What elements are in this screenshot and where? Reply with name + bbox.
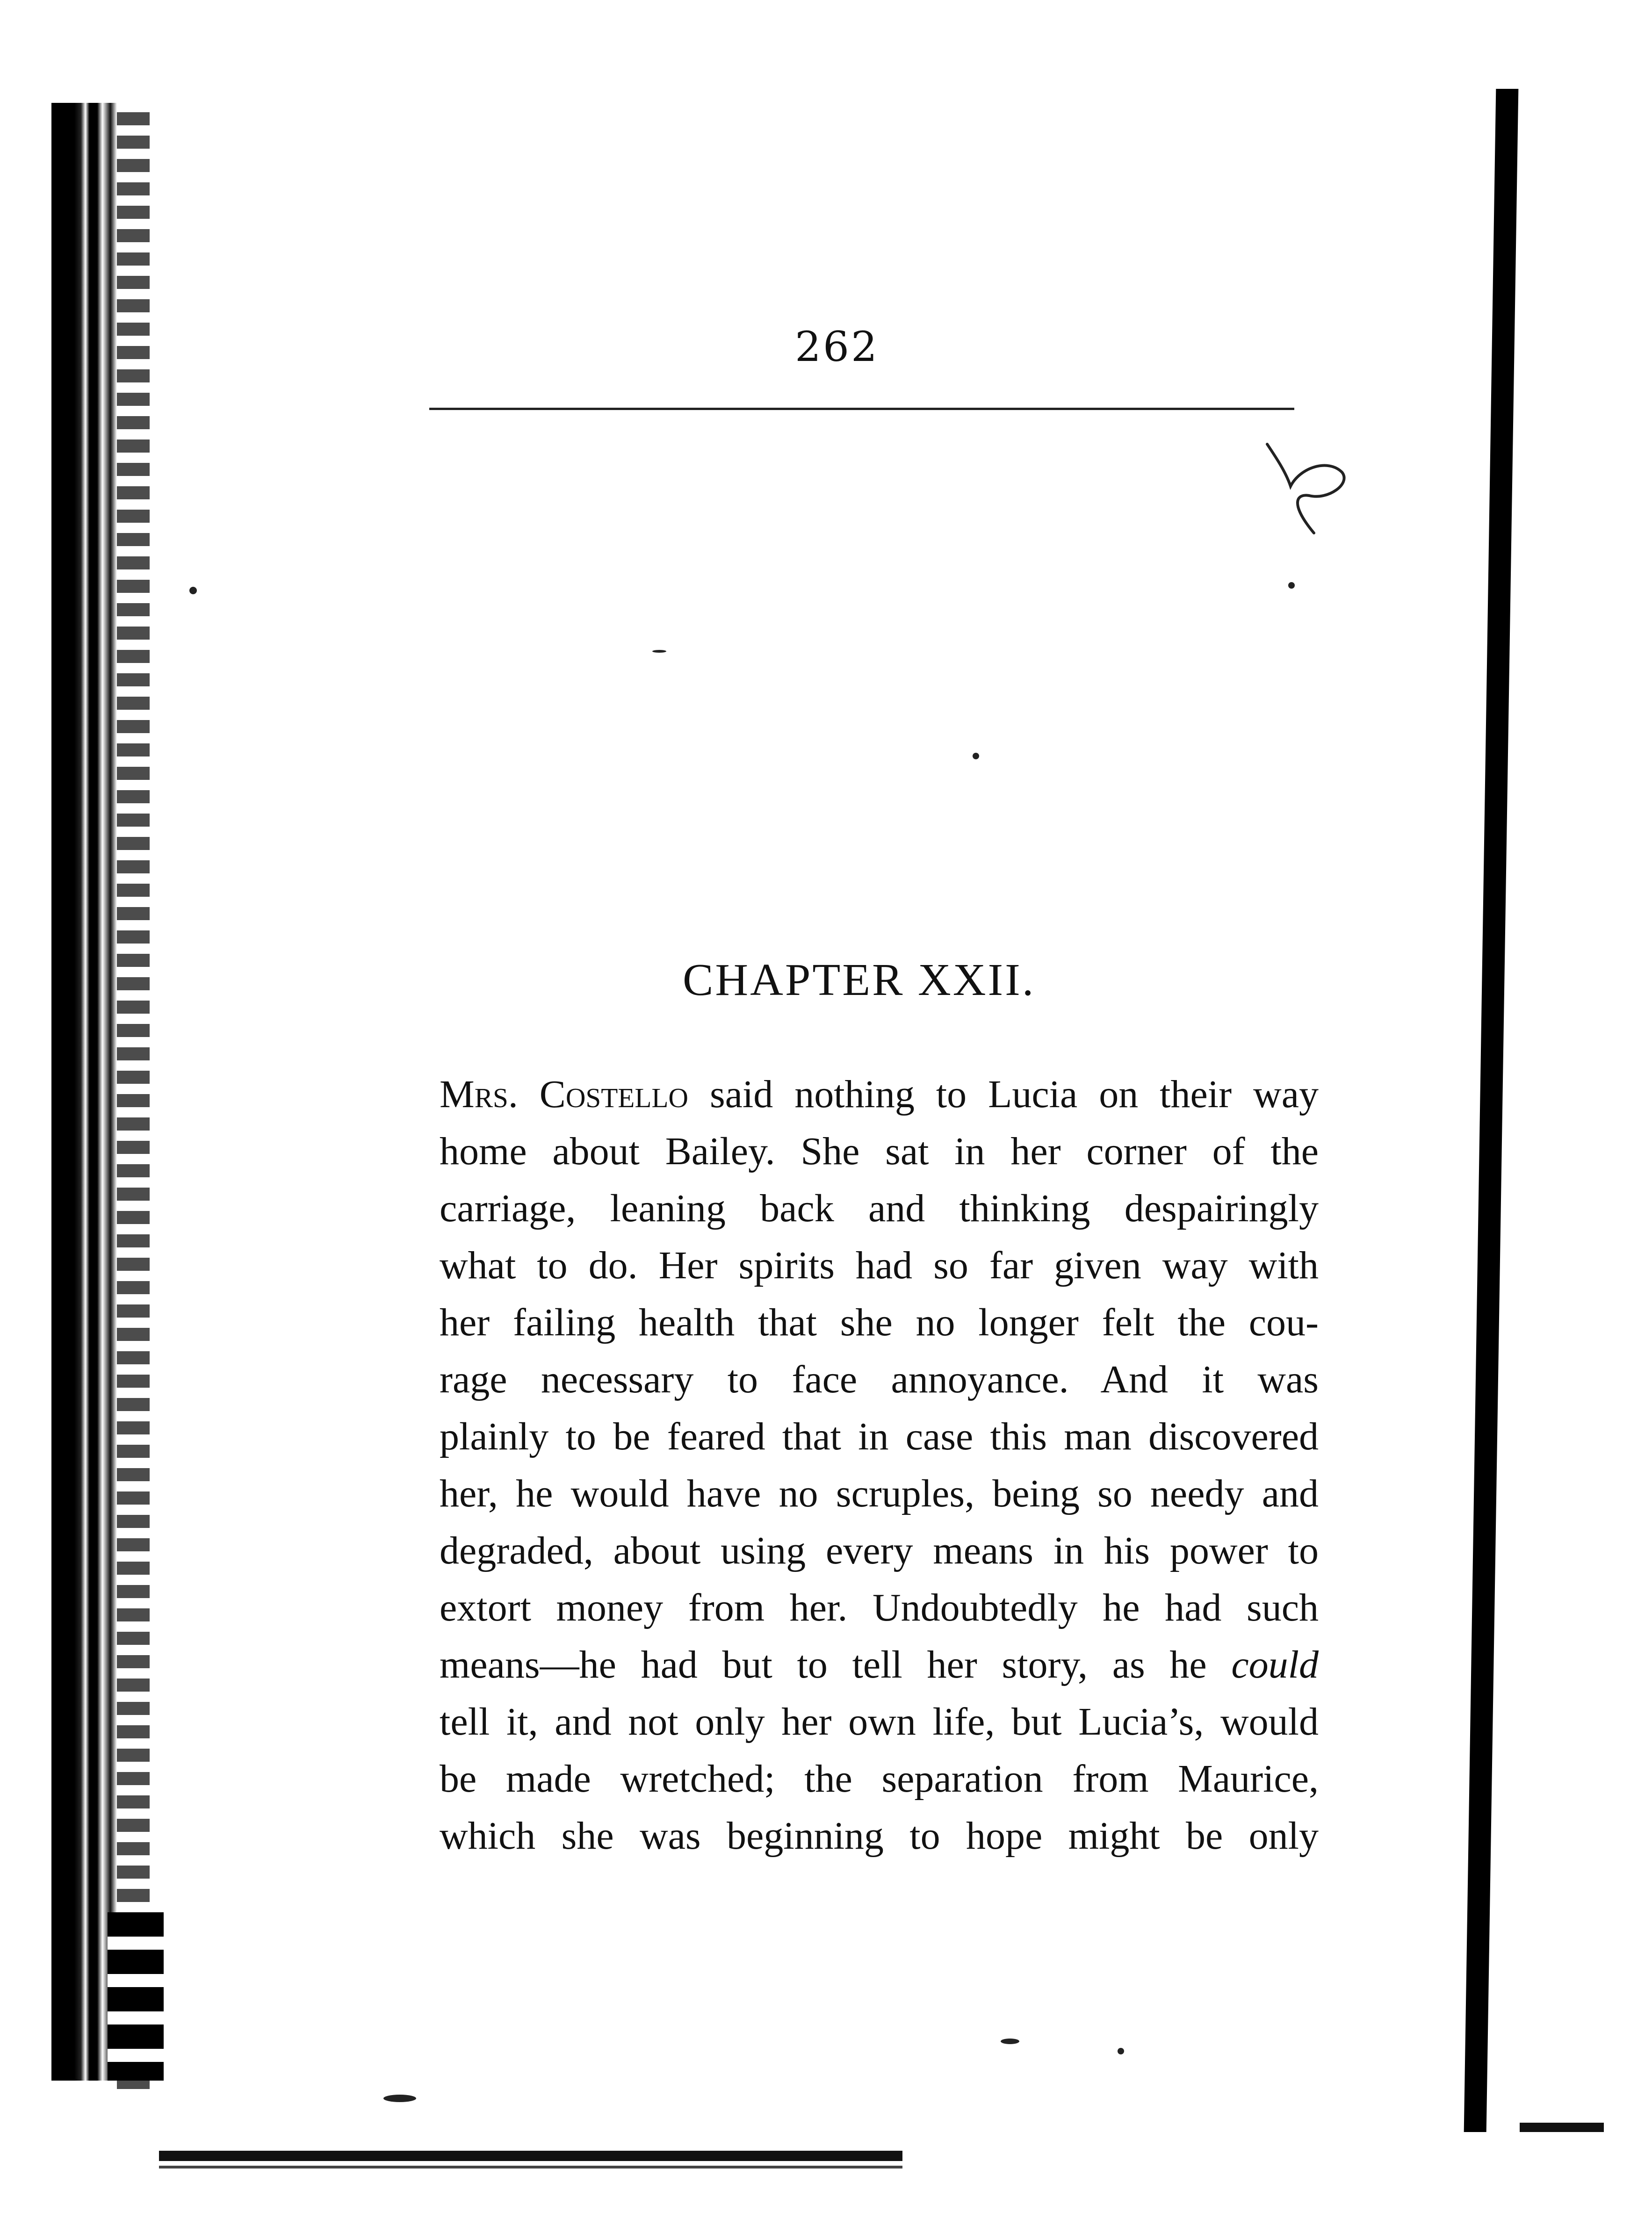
line-text: said nothing to Lucia on their way: [688, 1073, 1319, 1116]
body-line: rage necessary to face annoyance. And it was: [440, 1358, 1319, 1401]
body-line: degraded, about using every means in his power to: [440, 1529, 1319, 1572]
scan-bottom-line-thin: [159, 2166, 902, 2169]
scan-bottom-line: [159, 2151, 902, 2161]
speck: [1118, 2048, 1124, 2054]
body-line: [440, 1066, 1319, 1123]
body-line: be made wretched; the separation from Maurice,: [440, 1757, 1319, 1801]
speck: [652, 650, 666, 653]
body-line: carriage, leaning back and thinking despairingly: [440, 1187, 1319, 1230]
chapter-title: CHAPTER XXII.: [683, 955, 1036, 1005]
speck: [189, 587, 197, 594]
body-line: extort money from her. Undoubtedly he had such: [440, 1586, 1319, 1629]
body-line: plainly to be feared that in case this man discovered: [440, 1415, 1319, 1458]
header-rule: [429, 408, 1294, 410]
speck: [973, 753, 979, 759]
line-text: means—he had but to tell her story, as he: [440, 1643, 1232, 1686]
body-line: her, he would have no scruples, being so needy and: [440, 1472, 1319, 1515]
speck: [383, 2095, 416, 2102]
speck: [1288, 582, 1295, 589]
handwritten-mark: [1258, 439, 1365, 542]
speck: [1001, 2039, 1019, 2044]
scan-bottom-right-corner: [1520, 2123, 1604, 2132]
body-line: tell it, and not only her own life, but Lucia’s, would: [440, 1700, 1319, 1744]
scan-left-bars: [108, 1912, 164, 2081]
body-line: which she was beginning to hope might be only: [440, 1814, 1319, 1858]
body-line: her failing health that she no longer felt the cou-: [440, 1301, 1319, 1344]
body-line: what to do. Her spirits had so far given way with: [440, 1244, 1319, 1287]
scan-gutter-left: [51, 103, 117, 2081]
body-text: [440, 1066, 1319, 1865]
opening-name: Mrs. Costello: [440, 1073, 689, 1116]
page-number: 262: [795, 323, 879, 371]
body-line: [440, 1636, 1319, 1693]
scan-gutter-right: [1464, 89, 1519, 2132]
italic-word: could: [1231, 1643, 1319, 1686]
body-line: home about Bailey. She sat in her corner of the: [440, 1130, 1319, 1173]
scan-gutter-left-band: [117, 112, 150, 2090]
